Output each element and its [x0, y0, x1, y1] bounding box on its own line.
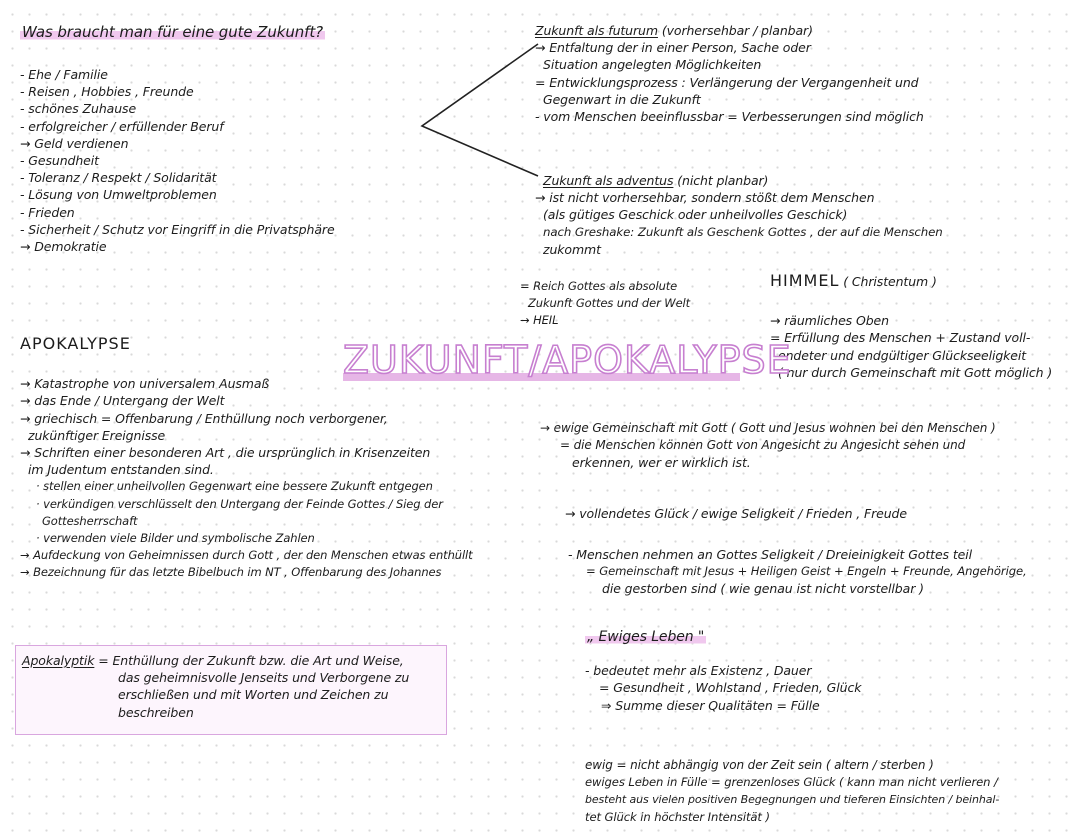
adventus-line: nach Greshake: Zukunft als Geschenk Gottes , der auf die Menschen [543, 224, 943, 239]
adventus-note: (nicht planbar) [677, 173, 769, 188]
teilhabe-line: - Menschen nehmen an Gottes Seligkeit / Dreieinigkeit Gottes teil [568, 547, 972, 562]
apokalyptik-definition [22, 652, 409, 721]
glueck-line: → vollendetes Glück / ewige Seligkeit / Frieden , Freude [565, 506, 907, 521]
futurum-note: (vorhersehbar / planbar) [661, 23, 813, 38]
teilhabe-line: die gestorben sind ( wie genau ist nicht vorstellbar ) [602, 581, 924, 597]
adventus-line: (als gütiges Geschick oder unheilvolles Geschick) [543, 207, 848, 223]
himmel-line: ( nur durch Gemeinschaft mit Gott möglich ) [778, 364, 1053, 380]
futurum-line: Gegenwart in die Zukunft [543, 91, 701, 107]
list-item: - schönes Zuhause [20, 101, 137, 117]
ewig-line: ewig = nicht abhängig von der Zeit sein ( altern / sterben ) [585, 758, 934, 772]
apokalypse-line: → das Ende / Untergang der Welt [20, 393, 225, 409]
ewig-line: besteht aus vielen positiven Begegnungen und tieferen Einsichten / beinhal- [585, 793, 1000, 807]
list-item: - erfolgreicher / erfüllender Beruf [20, 118, 224, 134]
ewiges-leben-line: - bedeutet mehr als Existenz , Dauer [585, 663, 812, 679]
apokalypse-line: → Katastrophe von universalem Ausmaß [20, 376, 270, 392]
himmel-line: endeter und endgültiger Glückseeligkeit [778, 347, 1027, 363]
apokalypse-line: Gottesherrschaft [42, 513, 138, 528]
himmel-line: = Erfüllung des Menschen + Zustand voll- [770, 330, 1031, 346]
list-item: - Ehe / Familie [20, 67, 108, 82]
ewig-line: tet Glück in höchster Intensität ) [585, 809, 770, 824]
apokalypse-line: → Aufdeckung von Geheimnissen durch Gott , der den Menschen etwas enthüllt [20, 548, 473, 563]
ewiges-leben-line: ⇒ Summe dieser Qualitäten = Fülle [601, 697, 820, 713]
list-item: - Toleranz / Respekt / Solidarität [20, 170, 217, 186]
future-needs-title: Was braucht man für eine gute Zukunft? [22, 23, 323, 41]
futurum-section [535, 22, 924, 125]
apokalyptik-line: beschreiben [118, 704, 194, 720]
reich-line: = Reich Gottes als absolute [520, 279, 678, 293]
list-item: - Sicherheit / Schutz vor Eingriff in die Privatsphäre [20, 221, 335, 237]
list-item: - Frieden [20, 204, 75, 220]
apokalyptik-line: erschließen und mit Worten und Zeichen zu [118, 687, 389, 703]
futurum-heading: Zukunft als futurum [535, 23, 658, 38]
futurum-line: Situation angelegten Möglichkeiten [543, 57, 762, 73]
futurum-line: - vom Menschen beeinflussbar = Verbesserungen sind möglich [535, 109, 924, 125]
ewiges-leben-section [585, 628, 861, 714]
ewiges-leben-heading: „ Ewiges Leben " [587, 629, 705, 645]
adventus-section [535, 172, 943, 258]
gemeinschaft-line: → ewige Gemeinschaft mit Gott ( Gott und Jesus wohnen bei den Menschen ) [540, 421, 996, 435]
reich-gottes-section [520, 278, 690, 330]
himmel-line: → räumliches Oben [770, 313, 889, 329]
himmel-section [770, 272, 1052, 381]
teilhabe-line: = Gemeinschaft mit Jesus + Heiligen Geist + Engeln + Freunde, Angehörige, [586, 564, 1027, 579]
apokalyptik-line: = Enthüllung der Zukunft bzw. die Art und Weise, [98, 653, 404, 668]
adventus-heading: Zukunft als adventus [543, 173, 674, 188]
list-item: - Lösung von Umweltproblemen [20, 187, 217, 203]
teilhabe-section [568, 546, 1027, 598]
apokalypse-line: im Judentum entstanden sind. [28, 462, 214, 478]
gemeinschaft-section [540, 420, 996, 472]
himmel-note: ( Christentum ) [843, 274, 937, 289]
adventus-line: → ist nicht vorhersehbar, sondern stößt dem Menschen [535, 190, 875, 206]
apokalypse-heading: APOKALYPSE [20, 334, 131, 353]
apokalyptik-term: Apokalyptik [22, 653, 95, 668]
list-item: → Geld verdienen [20, 135, 129, 151]
apokalypse-line: → Schriften einer besonderen Art , die ursprünglich in Krisenzeiten [20, 445, 431, 461]
adventus-line: zukommt [543, 241, 601, 257]
apokalypse-line: · stellen einer unheilvollen Gegenwart eine bessere Zukunft entgegen [36, 479, 433, 494]
ewig-line: ewiges Leben in Fülle = grenzenloses Glück ( kann man nicht verlieren / [585, 775, 998, 790]
list-item: - Reisen , Hobbies , Freunde [20, 84, 194, 100]
apokalypse-line: → Bezeichnung für das letzte Bibelbuch im NT , Offenbarung des Johannes [20, 565, 442, 580]
reich-line: Zukunft Gottes und der Welt [528, 296, 691, 311]
futurum-line: → Entfaltung der in einer Person, Sache oder [535, 40, 811, 56]
ewiges-leben-line: = Gesundheit , Wohlstand , Frieden, Glück [599, 680, 862, 696]
apokalypse-line: → griechisch = Offenbarung / Enthüllung noch verborgener, [20, 410, 388, 426]
reich-line: → HEIL [520, 313, 559, 328]
apokalypse-line: · verkündigen verschlüsselt den Untergang der Feinde Gottes / Sieg der [36, 496, 443, 511]
apokalypse-line: zukünftiger Ereignisse [28, 427, 166, 443]
list-item: - Gesundheit [20, 153, 99, 169]
himmel-heading: HIMMEL [770, 271, 840, 290]
page-title: ZUKUNFT/APOKALYPSE [343, 338, 792, 382]
gemeinschaft-line: = die Menschen können Gott von Angesicht zu Angesicht sehen und [560, 438, 966, 453]
apokalypse-section [20, 335, 473, 582]
apokalyptik-line: das geheimnisvolle Jenseits und Verborgene zu [118, 670, 410, 686]
gemeinschaft-line: erkennen, wer er wirklich ist. [572, 455, 751, 471]
apokalypse-line: · verwenden viele Bilder und symbolische Zahlen [36, 531, 315, 546]
list-item: → Demokratie [20, 239, 107, 255]
connector-lines [410, 36, 550, 186]
ewig-definition-section [585, 757, 999, 826]
futurum-line: = Entwicklungsprozess : Verlängerung der Vergangenheit und [535, 74, 919, 90]
future-needs-section [20, 22, 335, 255]
